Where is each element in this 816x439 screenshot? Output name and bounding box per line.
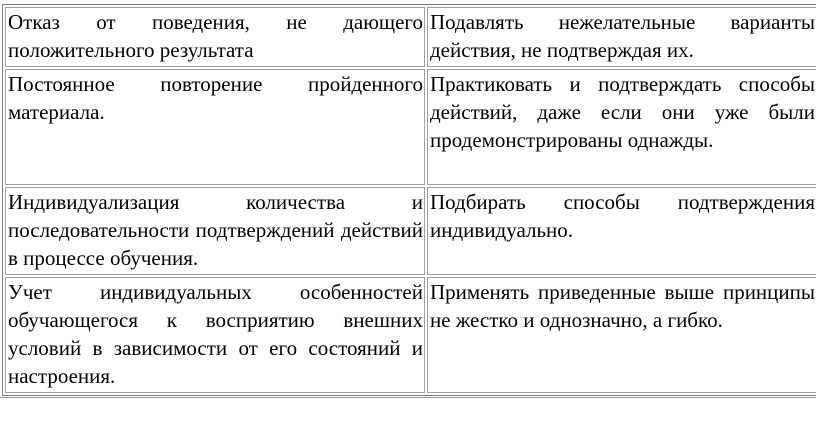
table-cell-principle: Отказ от поведения, не дающего положительного результата [5,7,425,67]
table-row [5,187,816,275]
principles-table [2,4,816,396]
page-divider [0,397,816,398]
table-row [5,277,816,393]
table-cell-recommendation: Подавлять нежелательные варианты действия, не подтверждая их. [427,7,816,67]
table-cell-recommendation: Применять приведенные выше принципы не жестко и однозначно, а гибко. [427,277,816,393]
table-cell-recommendation: Практиковать и подтверждать способы действий, даже если они уже были продемонстрированы однажды. [427,69,816,185]
table-cell-recommendation: Подбирать способы подтверждения индивидуально. [427,187,816,275]
table-cell-principle: Постоянное повторение пройденного материала. [5,69,425,185]
table-cell-principle: Учет индивидуальных особенностей обучающегося к восприятию внешних условий в зависимости от его состояний и настроения. [5,277,425,393]
table-row [5,7,816,67]
table-cell-principle: Индивидуализация количества и последовательности подтверждений действий в процессе обучения. [5,187,425,275]
table-row [5,69,816,185]
